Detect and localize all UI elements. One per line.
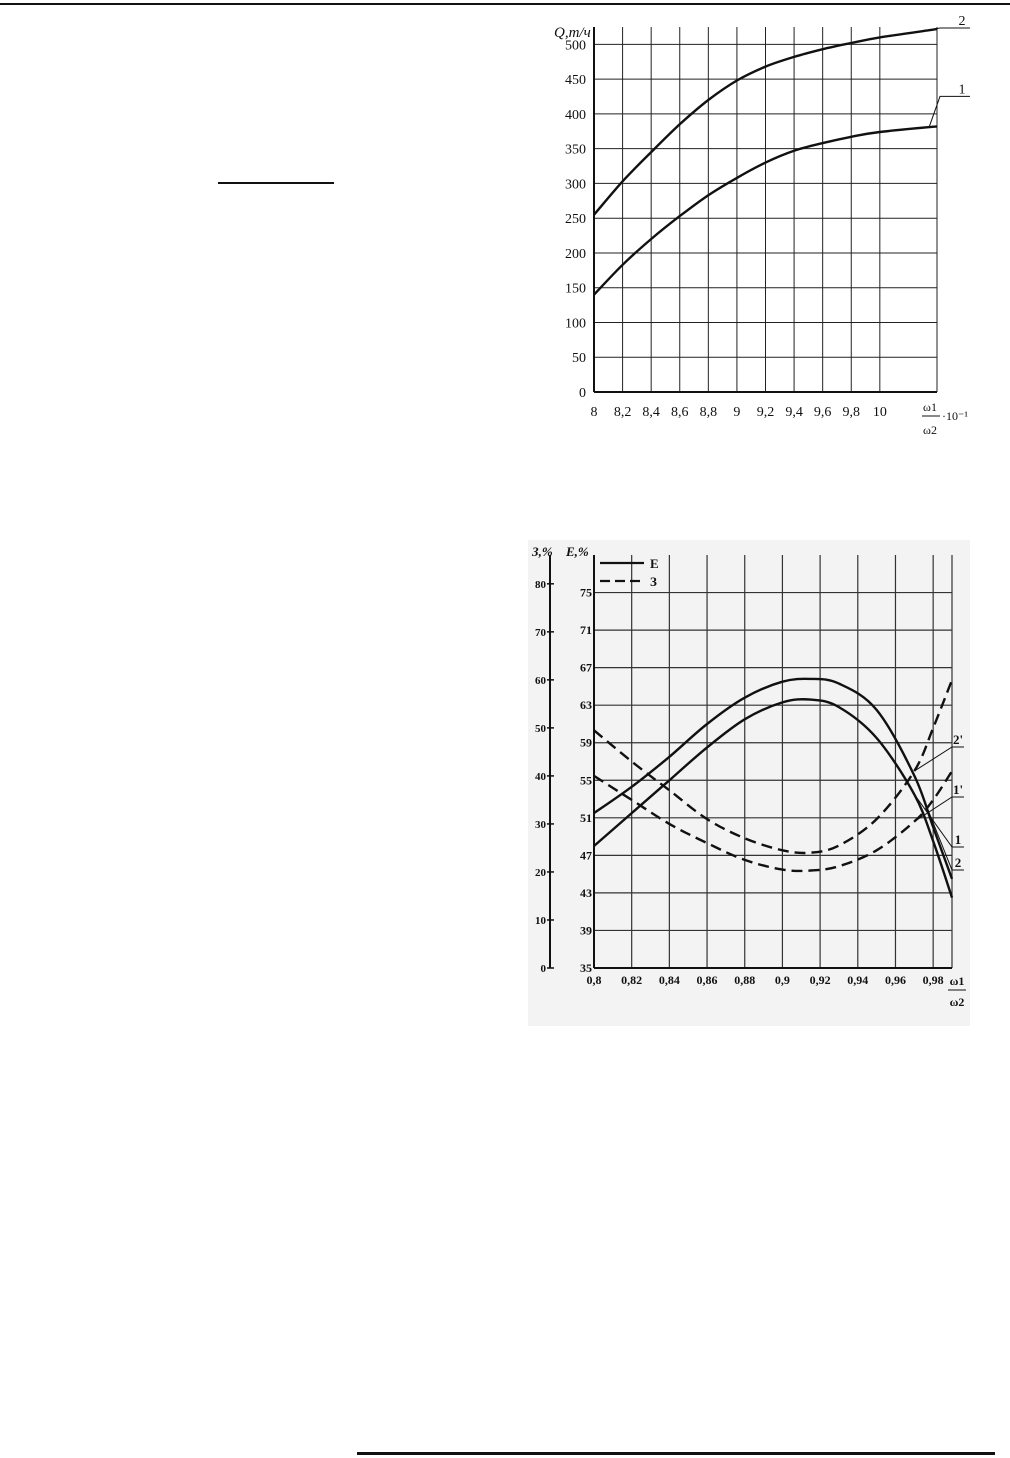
z-tick-label: 50 [535, 722, 546, 735]
e-tick-label: 63 [580, 698, 592, 713]
series-1-line [594, 699, 952, 897]
header-rule [0, 3, 1010, 5]
left-column-underline [218, 182, 334, 184]
e-tick-label: 43 [580, 885, 592, 900]
series-1-leader [929, 96, 970, 127]
x-tick-label: 0,82 [621, 973, 643, 987]
e-tick-label: 75 [580, 585, 592, 600]
y-tick-label: 100 [565, 316, 586, 332]
z-tick-label: 30 [535, 818, 546, 831]
z-tick-label: 20 [535, 866, 546, 879]
y-tick-label: 50 [572, 351, 586, 367]
x-tick-label: 0,84 [658, 973, 680, 987]
x-tick-label: 0,8 [586, 973, 602, 987]
chart-q-vs-omega [530, 10, 990, 450]
x-tick-label: 0,9 [774, 973, 790, 987]
x-tick-label: 0,94 [847, 973, 869, 987]
x-tick-label: 8,4 [642, 405, 660, 420]
series-2-label: 2 [958, 14, 966, 29]
series-2-line [594, 679, 952, 879]
x-tick-label: 9,2 [756, 405, 775, 420]
y-tick-label: 500 [565, 38, 586, 54]
z-tick-label: 40 [535, 770, 546, 783]
legend-label: Е [650, 556, 659, 571]
chart2-series [594, 679, 952, 898]
z-tick-label: 60 [535, 674, 546, 687]
y-tick-label: 0 [579, 386, 586, 401]
chart2-grid [547, 555, 952, 968]
chart-efficiency-vs-omega [528, 540, 970, 1026]
y-tick-label: 200 [565, 246, 586, 262]
y-tick-label: 350 [565, 142, 586, 158]
series-1-label: 1 [958, 82, 966, 98]
x-tick-label: 0,92 [809, 973, 831, 987]
y-tick-label: 400 [565, 107, 586, 123]
x-tick-label: 9,4 [785, 405, 803, 420]
x-label-denominator: ω2 [923, 423, 937, 437]
x-label-denominator: ω2 [949, 995, 965, 1009]
y-tick-label: 150 [565, 281, 586, 297]
legend-label: З [650, 574, 657, 589]
x-tick-label: 0,88 [734, 973, 756, 987]
e-tick-label: 51 [580, 810, 592, 825]
series-2'-label: 2' [952, 732, 964, 747]
x-tick-label: 9 [733, 405, 741, 420]
chart1-grid [594, 27, 937, 392]
x-tick-label: 9,8 [842, 405, 860, 420]
x-tick-label: 8 [590, 405, 598, 420]
series-1-label: 1 [954, 832, 962, 847]
e-tick-label: 47 [580, 848, 592, 863]
series-2-label: 2 [954, 855, 962, 870]
y-tick-label: 300 [565, 177, 586, 193]
x-tick-label: 8,6 [671, 405, 689, 420]
e-tick-label: 67 [580, 660, 592, 675]
e-tick-label: 59 [580, 735, 592, 750]
x-tick-label: 9,6 [813, 405, 832, 420]
e-tick-label: 71 [580, 623, 592, 638]
z-tick-label: 80 [535, 578, 546, 591]
x-label-numerator: ω1 [949, 974, 965, 988]
series-1'-label: 1' [952, 782, 964, 797]
z-tick-label: 70 [535, 626, 546, 639]
e-tick-label: 39 [580, 923, 592, 938]
y-tick-label: 250 [565, 212, 586, 228]
y-axis-label: Q,т/ч [554, 25, 591, 41]
x-tick-label: 0,98 [922, 973, 944, 987]
z-axis-label: З,% [532, 544, 553, 559]
footer-rule [357, 1452, 995, 1455]
x-label-numerator: ω1 [923, 400, 937, 414]
y-tick-label: 450 [565, 73, 586, 89]
x-label-suffix: ·10⁻¹ [942, 409, 968, 423]
e-tick-label: 55 [580, 773, 592, 788]
x-tick-label: 8,2 [613, 405, 632, 420]
x-tick-label: 8,8 [699, 405, 718, 420]
chart1-labels [554, 14, 970, 437]
x-tick-label: 0,86 [696, 973, 718, 987]
z-tick-label: 0 [540, 963, 546, 975]
e-axis-label: Е,% [566, 544, 589, 559]
z-tick-label: 10 [535, 914, 546, 927]
x-tick-label: 10 [872, 405, 887, 420]
x-tick-label: 0,96 [884, 973, 906, 987]
series-2'-leader [914, 747, 964, 771]
e-tick-label: 35 [580, 961, 592, 975]
